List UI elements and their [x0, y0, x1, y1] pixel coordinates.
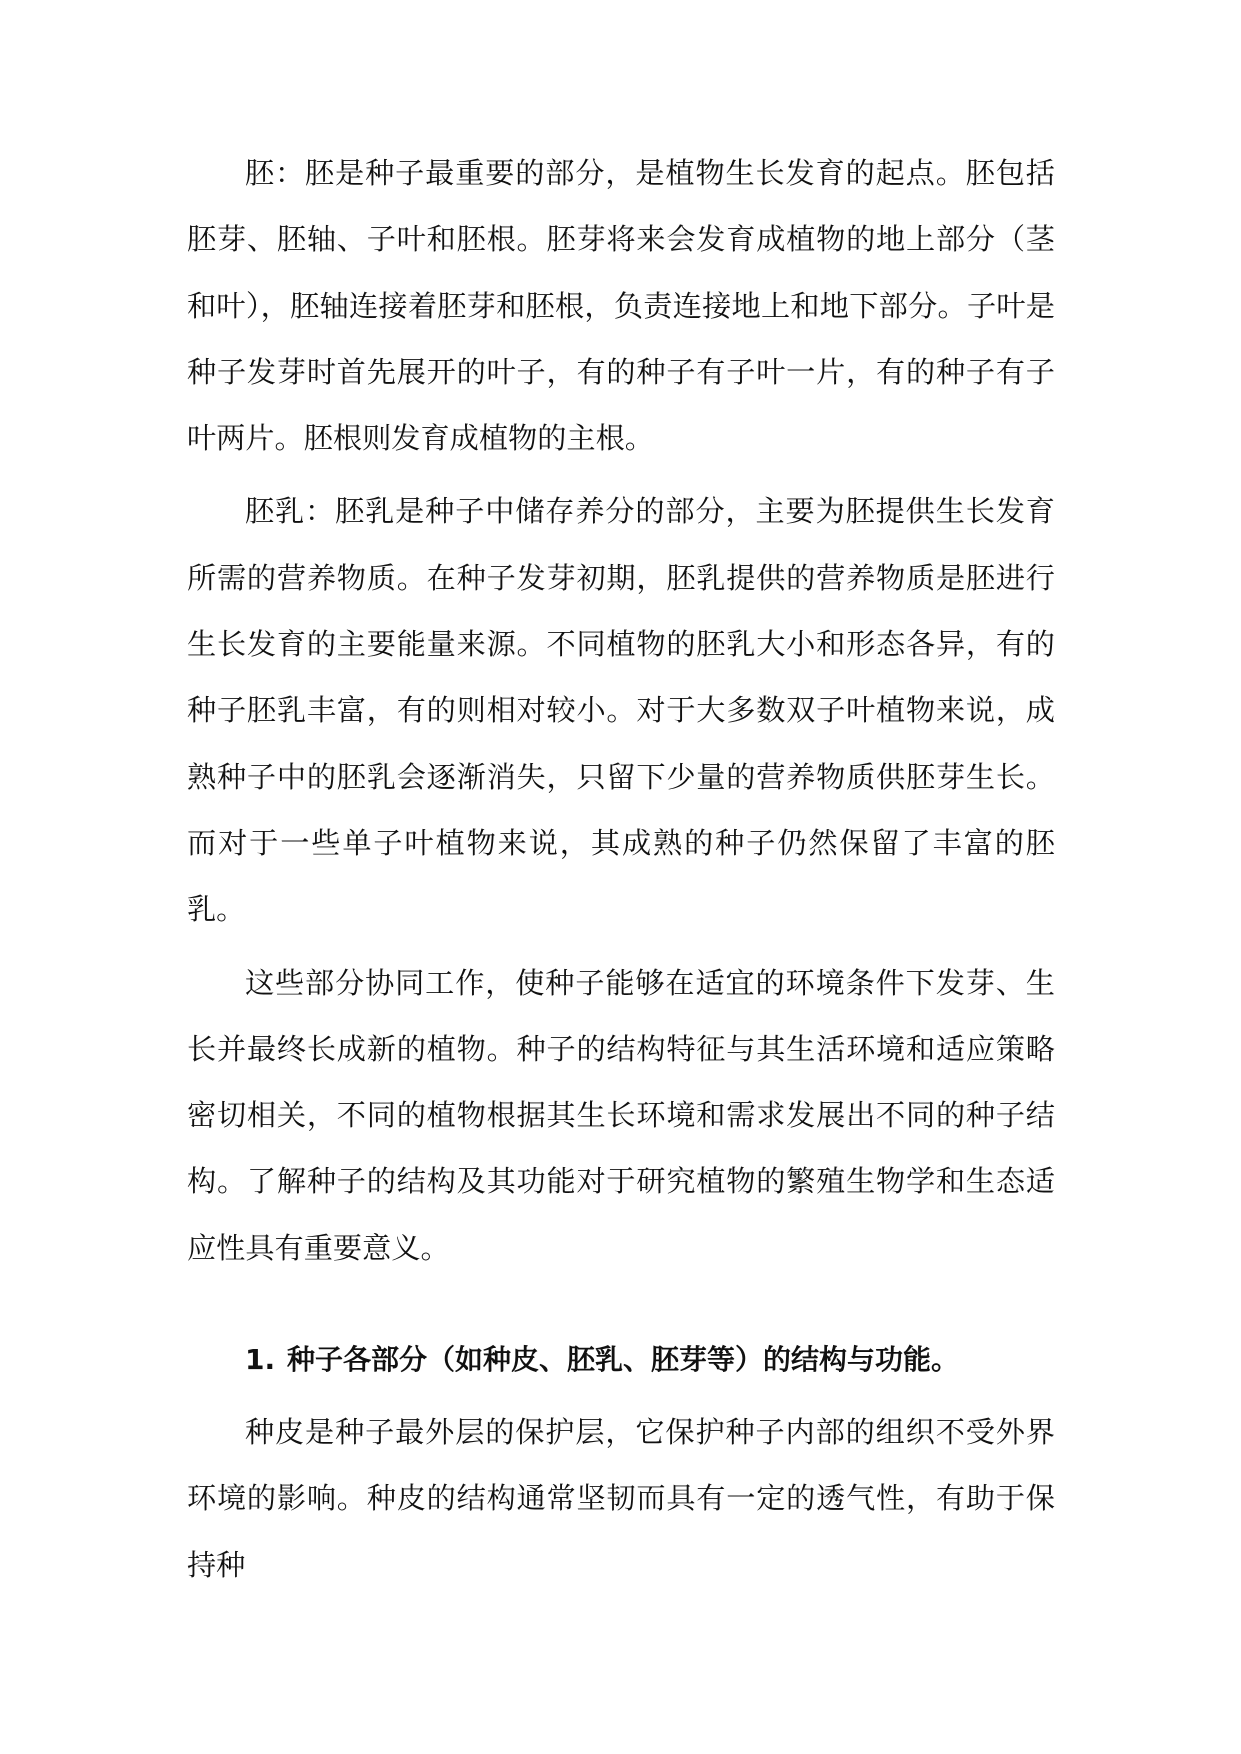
- section-title: 种子各部分（如种皮、胚乳、胚芽等）的结构与功能。: [287, 1343, 960, 1377]
- paragraph-endosperm: 胚乳：胚乳是种子中储存养分的部分，主要为胚提供生长发育所需的营养物质。在种子发芽初期，胚乳提供的营养物质是胚进行生长发育的主要能量来源。不同植物的胚乳大小和形态各异，有的种子胚乳丰富，有的则相对较小。对于大多数双子叶植物来说，成熟种子中的胚乳会逐渐消失，只留下少量的营养物质供胚芽生长。而对于一些单子叶植物来说，其成熟的种子仍然保留了丰富的胚乳。: [187, 494, 1055, 927]
- paragraph-summary: 这些部分协同工作，使种子能够在适宜的环境条件下发芽、生长并最终长成新的植物。种子的结构特征与其生活环境和适应策略密切相关，不同的植物根据其生长环境和需求发展出不同的种子结构。了解种子的结构及其功能对于研究植物的繁殖生物学和生态适应性具有重要意义。: [187, 965, 1055, 1265]
- paragraph-seed-coat: 种皮是种子最外层的保护层，它保护种子内部的组织不受外界环境的影响。种皮的结构通常坚韧而具有一定的透气性，有助于保持种: [187, 1415, 1055, 1582]
- section-number: 1.: [245, 1343, 276, 1377]
- document-body: [187, 140, 1055, 1605]
- section-heading: [187, 1327, 1055, 1393]
- paragraph-embryo: 胚：胚是种子最重要的部分，是植物生长发育的起点。胚包括胚芽、胚轴、子叶和胚根。胚芽将来会发育成植物的地上部分（茎和叶），胚轴连接着胚芽和胚根，负责连接地上和地下部分。子叶是种子发芽时首先展开的叶子，有的种子有子叶一片，有的种子有子叶两片。胚根则发育成植物的主根。: [187, 156, 1055, 456]
